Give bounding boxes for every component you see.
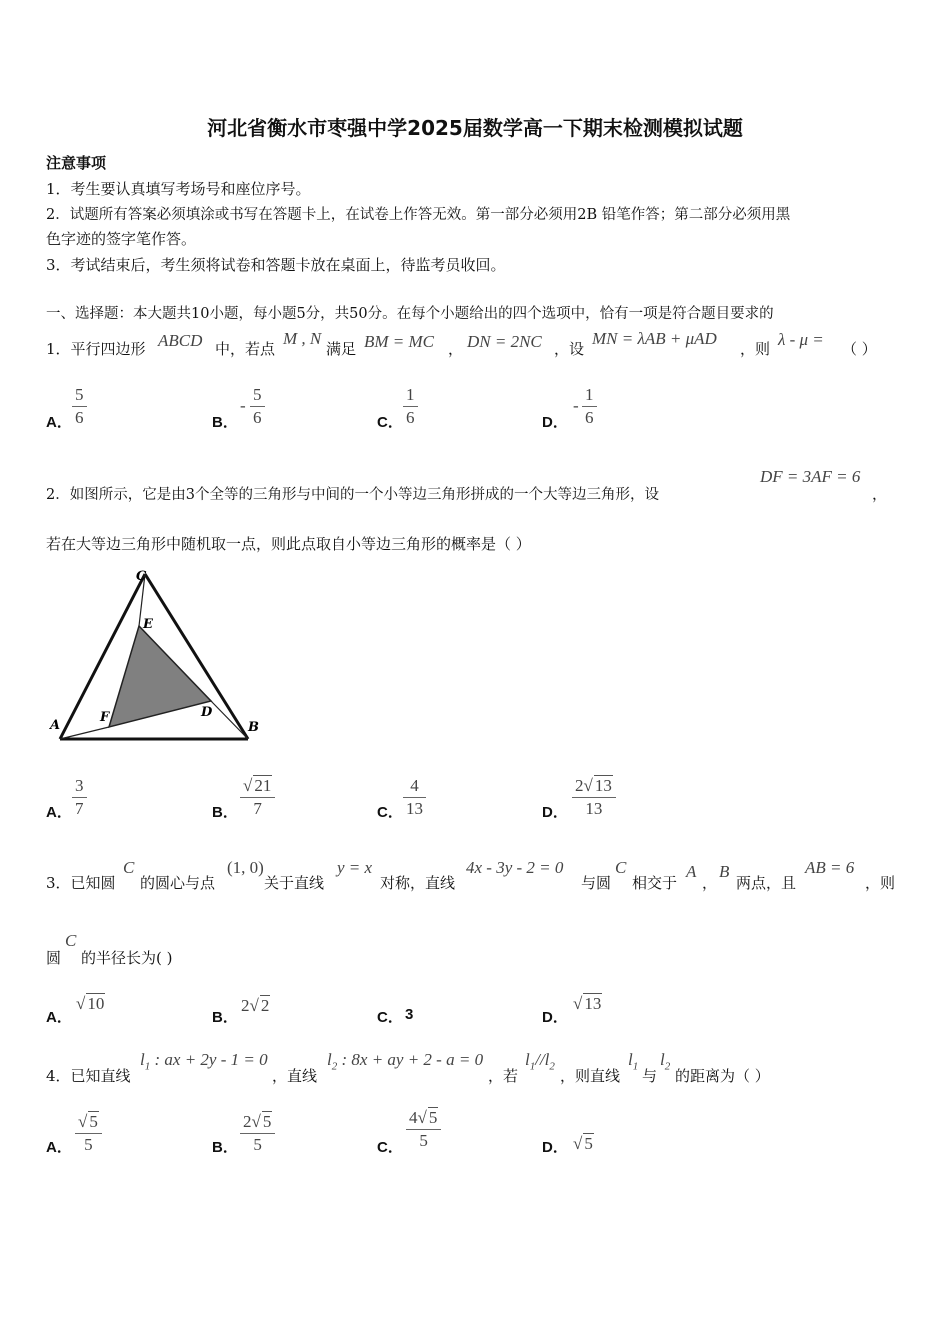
denominator: 6 (585, 408, 594, 427)
option-label: C． (377, 414, 403, 431)
q-text: ，则 (740, 340, 771, 358)
math-expr: B (719, 862, 730, 881)
radicand: 10 (87, 994, 105, 1013)
math-expr: C (615, 858, 627, 877)
option-b-fraction[interactable] (250, 384, 265, 429)
q-text: 中，若点 (215, 340, 276, 358)
question-2-line2: 若在大等边三角形中随机取一点，则此点取自小等边三角形的概率是（ ） (46, 535, 531, 553)
option-a-value[interactable]: √ 10 (76, 994, 105, 1013)
symbol: l (628, 1050, 633, 1069)
denominator: 6 (253, 408, 262, 427)
question-1-stem (46, 338, 146, 359)
q-text: 与 (642, 1067, 658, 1085)
math-expr (660, 1050, 670, 1072)
label-e: E (143, 617, 153, 632)
option-label: A． (46, 1139, 72, 1156)
radicand: 5 (428, 1108, 438, 1127)
math-expr (525, 1050, 555, 1072)
coefficient: 2 (575, 776, 584, 795)
radicand: 21 (254, 776, 272, 795)
option-c-fraction[interactable] (403, 384, 418, 429)
radicand: 5 (89, 1112, 98, 1131)
numerator: 5 (253, 385, 262, 404)
q-text: 圆 (46, 949, 62, 967)
notice-item: 3．考试结束后，考生须将试卷和答题卡放在桌面上，待监考员收回。 (46, 256, 506, 274)
coefficient: 2 (241, 996, 250, 1015)
notice-heading: 注意事项 (46, 154, 107, 172)
option-c-fraction[interactable]: 4√ 5 5 (406, 1107, 441, 1152)
coefficient: 4 (409, 1108, 418, 1127)
math-expr: (1, 0) (227, 858, 264, 877)
option-label: B． (212, 804, 238, 821)
q-text: 的半径长为( ) (81, 949, 173, 967)
option-label: C． (377, 1139, 403, 1156)
math-expr: ABCD (158, 331, 203, 350)
denominator: 5 (253, 1135, 262, 1154)
q-text: ， (448, 340, 464, 358)
denominator: 13 (406, 799, 423, 818)
math-expr: DN = 2NC (467, 332, 542, 351)
minus-sign: - (573, 396, 579, 415)
question-2-stem (46, 483, 659, 504)
label-b: B (248, 720, 259, 735)
subscript: 1 (144, 1060, 151, 1073)
option-label: A． (46, 804, 72, 821)
radicand: 13 (594, 776, 612, 795)
option-label: B． (212, 1009, 238, 1026)
q-text: 相交于 (632, 874, 678, 892)
label-f: F (100, 710, 110, 725)
coefficient: 2 (243, 1112, 252, 1131)
notice-item: 色字迹的签字笔作答。 (46, 230, 197, 248)
numerator: 4 (410, 776, 419, 795)
q-text: （ ） (842, 340, 877, 358)
symbol: l (525, 1050, 530, 1069)
question-number: 1． (46, 340, 71, 358)
math-expr: AB = 6 (805, 858, 855, 877)
denominator: 5 (84, 1135, 93, 1154)
q-text: 已知直线 (70, 1067, 131, 1085)
denominator: 6 (75, 408, 84, 427)
inner-triangle (109, 626, 211, 727)
math-expr: BM = MC (364, 332, 435, 351)
question-number: 4． (46, 1067, 71, 1085)
math-expr: λ - μ = (778, 330, 824, 349)
option-a-fraction[interactable] (72, 384, 87, 429)
option-label: B． (212, 414, 238, 431)
q-text: 的圆心与点 (140, 874, 216, 892)
question-number: 3． (46, 874, 71, 892)
denominator: 13 (585, 799, 603, 818)
option-label: D． (542, 1139, 568, 1156)
option-b-fraction[interactable]: 2√ 5 5 (240, 1111, 275, 1156)
option-a-fraction[interactable]: √ 5 5 (75, 1111, 102, 1156)
numerator: 1 (406, 385, 415, 404)
q-text: ，直线 (272, 1067, 318, 1085)
q-text: 的距离为（ ） (675, 1067, 770, 1085)
label-a: A (50, 718, 61, 733)
math-expr (140, 1050, 268, 1072)
q-text: ，则 (865, 874, 896, 892)
notice-item: 1．考生要认真填写考场号和座位序号。 (46, 180, 311, 198)
option-b-fraction[interactable]: √ 21 7 (240, 775, 275, 820)
symbol: l (327, 1050, 332, 1069)
q-text: 对称，直线 (380, 874, 456, 892)
question-3-stem (46, 872, 116, 893)
math-expr: C (65, 931, 77, 950)
option-c-value[interactable]: 3 (405, 1006, 414, 1023)
label-c: C (136, 569, 147, 584)
subscript: 2 (331, 1060, 338, 1073)
symbol: l (140, 1050, 145, 1069)
q-text: 平行四边形 (70, 340, 146, 358)
question-number: 2． (46, 487, 70, 503)
denominator: 7 (253, 799, 262, 818)
subscript: 2 (664, 1060, 671, 1073)
q-text: ，设 (554, 340, 585, 358)
math-expr: 4x - 3y - 2 = 0 (466, 858, 564, 877)
option-d-value[interactable]: √ 13 (573, 994, 602, 1013)
subscript: 1 (632, 1060, 639, 1073)
subscript: 1 (529, 1060, 536, 1073)
option-label: A． (46, 414, 72, 431)
math-expr: y = x (337, 858, 373, 877)
math-expr: A (686, 862, 697, 881)
math-expr: DF = 3AF = 6 (760, 467, 861, 486)
option-a-fraction[interactable] (72, 775, 87, 820)
equation: : ax + 2y - 1 = 0 (150, 1050, 268, 1069)
denominator: 7 (75, 799, 84, 818)
radicand: 5 (584, 1134, 593, 1153)
q-text: 与圆 (581, 874, 612, 892)
q-text: ，则直线 (560, 1067, 621, 1085)
symbol: l (660, 1050, 665, 1069)
minus-sign: - (240, 396, 246, 415)
section-heading: 一、选择题：本大题共10小题，每小题5分，共50分。在每个小题给出的四个选项中，恰有一项是符合题目要求的 (46, 306, 774, 322)
option-label: D． (542, 804, 568, 821)
math-expr: MN = λAB + μAD (592, 329, 717, 348)
q-text: 已知圆 (70, 874, 116, 892)
numerator: 1 (585, 385, 594, 404)
math-expr (327, 1050, 483, 1072)
q-text: 满足 (326, 340, 357, 358)
q-text: ，若 (488, 1067, 519, 1085)
option-c-fraction[interactable] (403, 775, 426, 820)
subscript: 2 (549, 1060, 555, 1073)
q-text: ， (872, 485, 888, 503)
page-title: 河北省衡水市枣强中学2025届数学高一下期末检测模拟试题 (207, 116, 743, 140)
option-label: B． (212, 1139, 238, 1156)
radicand: 5 (262, 1112, 272, 1131)
option-label: C． (377, 1009, 403, 1026)
denominator: 5 (419, 1131, 428, 1150)
option-label: C． (377, 804, 403, 821)
radicand: 2 (260, 996, 270, 1015)
equation: : 8x + ay + 2 - a = 0 (337, 1050, 484, 1069)
option-label: D． (542, 414, 568, 431)
triangle-figure (46, 566, 276, 752)
parallel: //l (535, 1050, 550, 1069)
math-expr (628, 1050, 638, 1072)
q-text: ， (702, 874, 718, 892)
option-label: D． (542, 1009, 568, 1026)
option-d-fraction[interactable] (582, 384, 597, 429)
option-d-value[interactable]: √ 5 (573, 1134, 593, 1153)
option-b-value[interactable]: 2√ 2 (241, 996, 270, 1015)
option-label: A． (46, 1009, 72, 1026)
denominator: 6 (406, 408, 415, 427)
radicand: 13 (584, 994, 602, 1013)
q-text: 两点，且 (736, 874, 797, 892)
math-expr: M , N (283, 329, 322, 348)
notice-item: 2．试题所有答案必须填涂或书写在答题卡上，在试卷上作答无效。第一部分必须用2B 铅笔作答；第二部分必须用黑 (46, 207, 791, 223)
label-d: D (201, 705, 213, 720)
q-text: 如图所示，它是由3个全等的三角形与中间的一个小等边三角形拼成的一个大等边三角形，设 (69, 487, 659, 503)
math-expr: C (123, 858, 135, 877)
numerator: 5 (75, 385, 84, 404)
option-d-fraction[interactable]: 2√ 13 13 (572, 775, 616, 820)
q-text: 关于直线 (264, 874, 325, 892)
question-4-stem (46, 1065, 131, 1086)
numerator: 3 (75, 776, 84, 795)
